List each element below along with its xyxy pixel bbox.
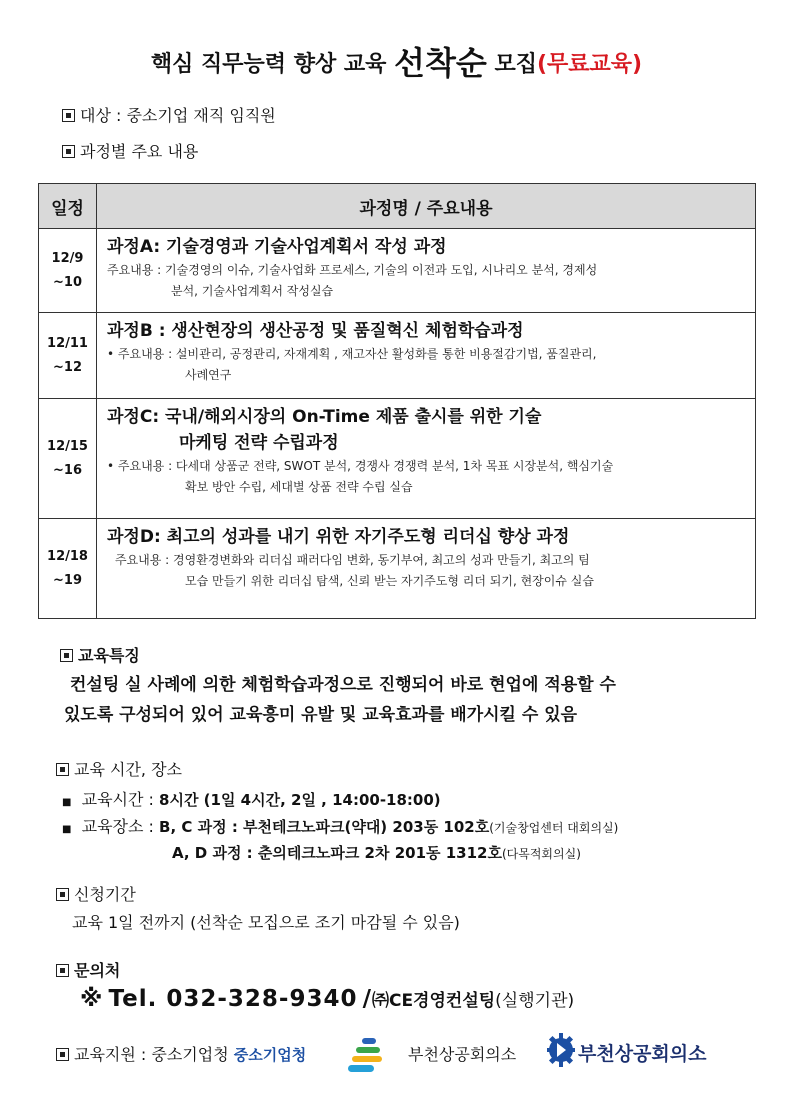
contact-heading [56, 958, 120, 981]
place-1-note: (기술창업센터 대회의실) [489, 821, 619, 835]
row-date: 12/15 ~16 [39, 399, 97, 519]
apply-heading [56, 882, 136, 905]
course-name: 과정D: 최고의 성과를 내기 위한 자기주도형 리더십 향상 과정 [107, 527, 570, 547]
row-date: 12/11 ~12 [39, 313, 97, 399]
course-heading [62, 139, 198, 162]
table-row [39, 399, 756, 519]
reference-mark: ※ [80, 986, 104, 1012]
row-content [97, 229, 756, 313]
sme-logo-text: 중소기업청 [233, 1046, 307, 1064]
row-content [97, 519, 756, 619]
place-line-2 [172, 842, 581, 863]
company-name: CE경영컨설팅 [388, 991, 496, 1011]
apply-heading-text: 신청기간 [74, 885, 136, 904]
row-content [97, 313, 756, 399]
title-recruit: 모집 [494, 52, 537, 77]
place-1: B, C 과정 : 부천테크노파크(약대) 203동 102호 [159, 818, 490, 836]
bullet-square-icon [56, 888, 69, 901]
course-name: 과정B : 생산현장의 생산공정 및 품질혁신 체험학습과정 [107, 321, 524, 341]
support-label: 교육지원 : 중소기업청 [74, 1045, 229, 1064]
features-line-2: 있도록 구성되어 있어 교육흥미 유발 및 교육효과를 배가시킬 수 있음 [64, 705, 578, 725]
course-name: 과정C: 국내/해외시장의 On-Time 제품 출시를 위한 기술 [107, 407, 542, 427]
place-label: 교육장소 : [81, 817, 154, 836]
time-place-heading-text: 교육 시간, 장소 [74, 760, 182, 779]
schedule-table [38, 183, 756, 619]
contact-heading-text: 문의처 [74, 961, 121, 980]
course-desc: 주요내용 : 기술경영의 이슈, 기술사업화 프로세스, 기술의 이전과 도입, 시나리오 분석, 경제성 분석, 기술사업계획서 작성실습 [107, 263, 598, 298]
course-name-cont: 마케팅 전략 수립과정 [179, 433, 339, 453]
header-course: 과정명 / 주요내용 [97, 184, 756, 229]
bullet-square-icon [56, 964, 69, 977]
target-line [62, 103, 276, 126]
place-2: A, D 과정 : 춘의테크노파크 2차 201동 1312호 [172, 844, 502, 862]
course-heading-text: 과정별 주요 내용 [80, 142, 199, 161]
table-row [39, 519, 756, 619]
separator: / [362, 986, 372, 1012]
target-text: 대상 : 중소기업 재직 임직원 [80, 106, 276, 125]
chamber-text: 부천상공회의소 [408, 1045, 517, 1064]
page-title [0, 38, 793, 84]
title-highlight: 선착순 [394, 44, 487, 82]
company-role: (실행기관) [495, 991, 575, 1011]
company-mark: ㈜ [371, 991, 389, 1011]
place-line-1: ■ 교육장소 : B, C 과정 : 부천테크노파크(약대) 203동 102호(기술창업센터 대회의실) [62, 817, 619, 836]
place-2-note: (다목적회의실) [501, 847, 581, 861]
title-text: 핵심 직무능력 향상 교육 [150, 52, 387, 77]
table-row [39, 313, 756, 399]
bullet-square-icon [62, 109, 75, 122]
bullet-square-icon [62, 145, 75, 158]
support-line [56, 1042, 306, 1065]
chamber-logo-text: 부천상공회의소 [578, 1043, 707, 1065]
time-line: ■ 교육시간 : 8시간 (1일 4시간, 2일 , 14:00-18:00) [62, 790, 441, 809]
features-heading [60, 643, 140, 666]
phone-number[interactable]: Tel. 032-328-9340 [108, 986, 358, 1012]
table-row [39, 229, 756, 313]
contact-line [80, 986, 574, 1012]
apply-text: 교육 1일 전까지 (선착순 모집으로 조기 마감될 수 있음) [72, 913, 460, 932]
time-value: 8시간 (1일 4시간, 2일 , 14:00-18:00) [159, 791, 441, 809]
bullet-square-icon [56, 763, 69, 776]
chamber-logo-icon [546, 1032, 576, 1068]
course-desc: 주요내용 : 경영환경변화와 리더십 패러다임 변화, 동기부여, 최고의 성과 만들기, 최고의 팀 모습 만들기 위한 리더십 탐색, 신뢰 받는 자기주도형 리더 되기, 현장이슈 실습 [115, 553, 594, 588]
course-desc: • 주요내용 : 설비관리, 공정관리, 자재계획 , 재고자산 활성화를 통한 비용절감기법, 품질관리, 사례연구 [107, 347, 597, 382]
bullet-square-icon [60, 649, 73, 662]
title-free-badge: (무료교육) [536, 52, 643, 77]
row-content [97, 399, 756, 519]
row-date: 12/9 ~10 [39, 229, 97, 313]
course-name: 과정A: 기술경영과 기술사업계획서 작성 과정 [107, 237, 447, 257]
features-line-1: 컨설팅 실 사례에 의한 체험학습과정으로 진행되어 바로 현업에 적용할 수 [70, 675, 616, 695]
header-date: 일정 [39, 184, 97, 229]
time-place-heading [56, 757, 182, 780]
table-header-row [39, 184, 756, 229]
features-heading-text: 교육특징 [78, 646, 140, 665]
sme-logo-icon [348, 1036, 390, 1076]
row-date: 12/18 ~19 [39, 519, 97, 619]
bullet-square-icon [56, 1048, 69, 1061]
course-desc: • 주요내용 : 다세대 상품군 전략, SWOT 분석, 경쟁사 경쟁력 분석, 1차 목표 시장분석, 핵심기술 확보 방안 수립, 세대별 상품 전략 수립 실습 [107, 459, 614, 494]
time-label: 교육시간 : [81, 790, 154, 809]
